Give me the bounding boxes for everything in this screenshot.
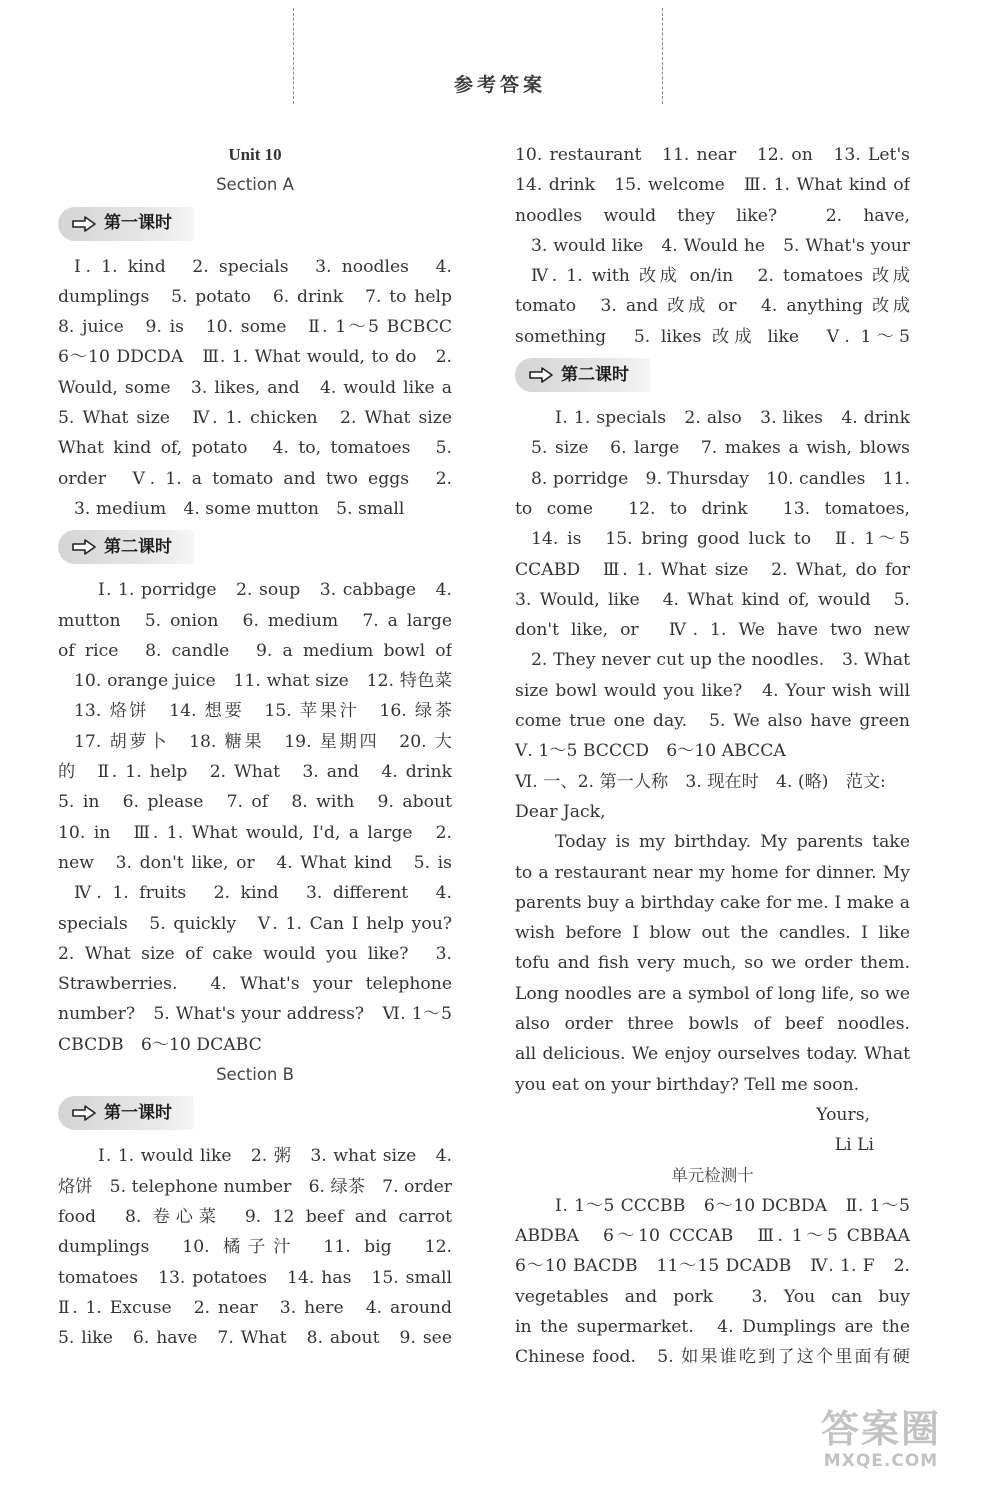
answer-line: 17. 胡萝卜 18. 糖果 19. 星期四 20. 大 xyxy=(74,731,452,752)
answer-line: order Ⅴ. 1. a tomato and two eggs 2. xyxy=(58,468,452,489)
answer-line: Ⅵ. 一、2. 第一人称 3. 现在时 4. (略) 范文: xyxy=(515,771,886,792)
letter-line: Long noodles are a symbol of long life, so we xyxy=(515,983,910,1004)
letter-line: also order three bowls of beef noodles. xyxy=(515,1014,910,1035)
answer-line: 2. They never cut up the noodles. 3. What xyxy=(531,650,910,671)
lesson-header-1 xyxy=(58,205,452,243)
sample-letter xyxy=(515,797,910,1161)
answer-line: 14. drink 15. welcome Ⅲ. 1. What kind of xyxy=(515,175,910,196)
page-title: 参考答案 xyxy=(453,74,546,96)
answer-line: 8. juice 9. is 10. some Ⅱ. 1～5 BCBCC xyxy=(58,317,452,338)
letter-greeting: Dear Jack, xyxy=(515,801,606,822)
answer-line: come true one day. 5. We also have green xyxy=(515,711,910,732)
answers-b-lesson1-continued xyxy=(515,140,910,352)
letter-line: all delicious. We enjoy ourselves today. What xyxy=(515,1044,910,1065)
letter-line: parents buy a birthday cake for me. I make a xyxy=(515,892,910,913)
answer-line: number? 5. What's your address? Ⅵ. 1～5 xyxy=(58,1004,452,1025)
letter-line: wish before I blow out the candles. I like xyxy=(515,923,910,944)
answer-line: in the supermarket. 4. Dumplings are the xyxy=(515,1316,910,1337)
answer-line: ABDBA 6～10 CCCAB Ⅲ. 1～5 CBBAA xyxy=(515,1226,910,1247)
answer-line: 3. would like 4. Would he 5. What's your xyxy=(531,235,910,256)
answer-line: size bowl would you like? 4. Your wish will xyxy=(515,680,910,701)
unit-test-heading: 单元检测十 xyxy=(671,1165,754,1185)
answer-line: tomatoes 13. potatoes 14. has 15. small xyxy=(58,1267,452,1288)
answer-line: 13. 烙饼 14. 想要 15. 苹果汁 16. 绿茶 xyxy=(74,701,452,722)
arrow-right-icon xyxy=(72,1105,96,1121)
left-column xyxy=(58,140,452,1353)
lesson-tag xyxy=(515,358,651,392)
answer-line: 5. in 6. please 7. of 8. with 9. about xyxy=(58,792,452,813)
answer-line: noodles would they like? 2. have, xyxy=(515,205,910,226)
section-b-heading: Section B xyxy=(216,1065,294,1085)
answer-line: Ⅳ. 1. fruits 2. kind 3. different 4. xyxy=(74,883,452,904)
letter-signature: Li Li xyxy=(834,1135,874,1156)
watermark-text: 答案圈 xyxy=(820,1407,941,1451)
answer-line: 5. size 6. large 7. makes a wish, blows xyxy=(531,438,910,459)
arrow-right-icon xyxy=(72,539,96,555)
answer-line: CBCDB 6～10 DCABC xyxy=(58,1034,262,1055)
arrow-right-icon xyxy=(72,216,96,232)
answer-line: 烙饼 5. telephone number 6. 绿茶 7. order xyxy=(58,1176,452,1197)
answers-b-lesson2 xyxy=(515,403,910,797)
answer-line: What kind of, potato 4. to, tomatoes 5. xyxy=(58,438,452,459)
answer-line: Ⅴ. 1～5 BCCCD 6～10 ABCCA xyxy=(515,741,786,762)
lesson-header-4 xyxy=(515,356,910,394)
letter-line: you eat on your birthday? Tell me soon. xyxy=(515,1074,860,1095)
answer-line: 8. porridge 9. Thursday 10. candles 11. xyxy=(531,468,910,489)
answer-line: Would, some 3. likes, and 4. would like a xyxy=(58,377,452,398)
answer-line: Ⅰ. 1. kind 2. specials 3. noodles 4. xyxy=(74,256,452,277)
lesson-label: 第一课时 xyxy=(104,213,172,234)
answer-line: 3. medium 4. some mutton 5. small xyxy=(74,498,405,519)
answer-line: Ⅰ. 1. would like 2. 粥 3. what size 4. xyxy=(98,1146,452,1167)
answer-line: 6～10 DDCDA Ⅲ. 1. What would, to do 2. xyxy=(58,347,452,368)
answer-line: specials 5. quickly Ⅴ. 1. Can I help you? xyxy=(58,913,452,934)
lesson-label: 第二课时 xyxy=(104,537,172,558)
answer-line: to come 12. to drink 13. tomatoes, xyxy=(515,498,910,519)
letter-closing: Yours, xyxy=(816,1104,870,1125)
answer-line: of rice 8. candle 9. a medium bowl of xyxy=(58,640,452,661)
letter-line-with-italic xyxy=(515,918,910,948)
answer-line: Ⅳ. 1. with 改成 on/in 2. tomatoes 改成 xyxy=(531,266,910,287)
letter-line: tofu and fish very much, so we order them. xyxy=(515,953,910,974)
lesson-tag xyxy=(58,1096,194,1130)
answers-a-lesson2 xyxy=(58,575,452,1060)
answer-line: CCABD Ⅲ. 1. What size 2. What, do for xyxy=(515,559,910,580)
lesson-header-2 xyxy=(58,528,452,566)
letter-line: to a restaurant near my home for dinner. My xyxy=(515,862,910,883)
answer-line: 3. Would, like 4. What kind of, would 5. xyxy=(515,589,910,610)
answer-line: 6～10 BACDB 11～15 DCADB Ⅳ. 1. F 2. xyxy=(515,1256,910,1277)
watermark-logo xyxy=(786,1407,976,1483)
answer-line: something 5. likes 改成 like Ⅴ. 1～5 xyxy=(515,326,910,347)
lesson-label: 第一课时 xyxy=(104,1103,172,1124)
lesson-header-3 xyxy=(58,1094,452,1132)
answer-line: dumplings 5. potato 6. drink 7. to help xyxy=(58,286,452,307)
unit-title: Unit 10 xyxy=(228,145,282,164)
answer-line: 的 Ⅱ. 1. help 2. What 3. and 4. drink xyxy=(58,762,452,783)
answer-line: Ⅰ. 1. porridge 2. soup 3. cabbage 4. xyxy=(98,580,452,601)
answer-line: food 8. 卷心菜 9. 12 beef and carrot xyxy=(58,1206,452,1227)
answer-line: don't like, or Ⅳ. 1. We have two new xyxy=(515,620,910,641)
answer-line: 10. in Ⅲ. 1. What would, I'd, a large 2. xyxy=(58,822,452,843)
letter-line: Today is my birthday. My parents take xyxy=(555,832,910,853)
answer-line: 2. What size of cake would you like? 3. xyxy=(58,943,452,964)
answer-line: dumplings 10. 橘子汁 11. big 12. xyxy=(58,1237,452,1258)
answer-line: Ⅰ. 1. specials 2. also 3. likes 4. drink xyxy=(555,408,910,429)
watermark-url: MXQE.COM xyxy=(823,1451,939,1471)
answer-line: vegetables and pork 3. You can buy xyxy=(515,1286,910,1307)
answers-b-lesson1 xyxy=(58,1141,452,1353)
answer-line: new 3. don't like, or 4. What kind 5. is xyxy=(58,852,452,873)
answer-line: Ⅱ. 1. Excuse 2. near 3. here 4. around xyxy=(58,1297,452,1318)
answer-line: 10. orange juice 11. what size 12. 特色菜 xyxy=(74,671,452,692)
answer-line: tomato 3. and 改成 or 4. anything 改成 xyxy=(515,296,910,317)
answers-a-lesson1 xyxy=(58,252,452,525)
arrow-right-icon xyxy=(529,367,553,383)
lesson-label: 第二课时 xyxy=(561,364,629,385)
answer-line: Ⅰ. 1～5 CCCBB 6～10 DCBDA Ⅱ. 1～5 xyxy=(555,1195,910,1216)
section-a-heading: Section A xyxy=(216,175,294,195)
answer-line: 14. is 15. bring good luck to Ⅱ. 1～5 xyxy=(531,529,910,550)
unit-test-answers xyxy=(515,1191,910,1373)
answer-line: Strawberries. 4. What's your telephone xyxy=(58,974,452,995)
answer-line: 10. restaurant 11. near 12. on 13. Let's xyxy=(515,145,910,165)
answer-line: 5. What size Ⅳ. 1. chicken 2. What size xyxy=(58,408,452,429)
lesson-tag xyxy=(58,207,194,241)
answer-line: Chinese food. 5. 如果谁吃到了这个里面有硬 xyxy=(515,1347,910,1368)
answer-line: 5. like 6. have 7. What 8. about 9. see xyxy=(58,1328,452,1349)
right-column xyxy=(515,140,910,1373)
answer-line: mutton 5. onion 6. medium 7. a large xyxy=(58,610,452,631)
lesson-tag xyxy=(58,530,194,564)
